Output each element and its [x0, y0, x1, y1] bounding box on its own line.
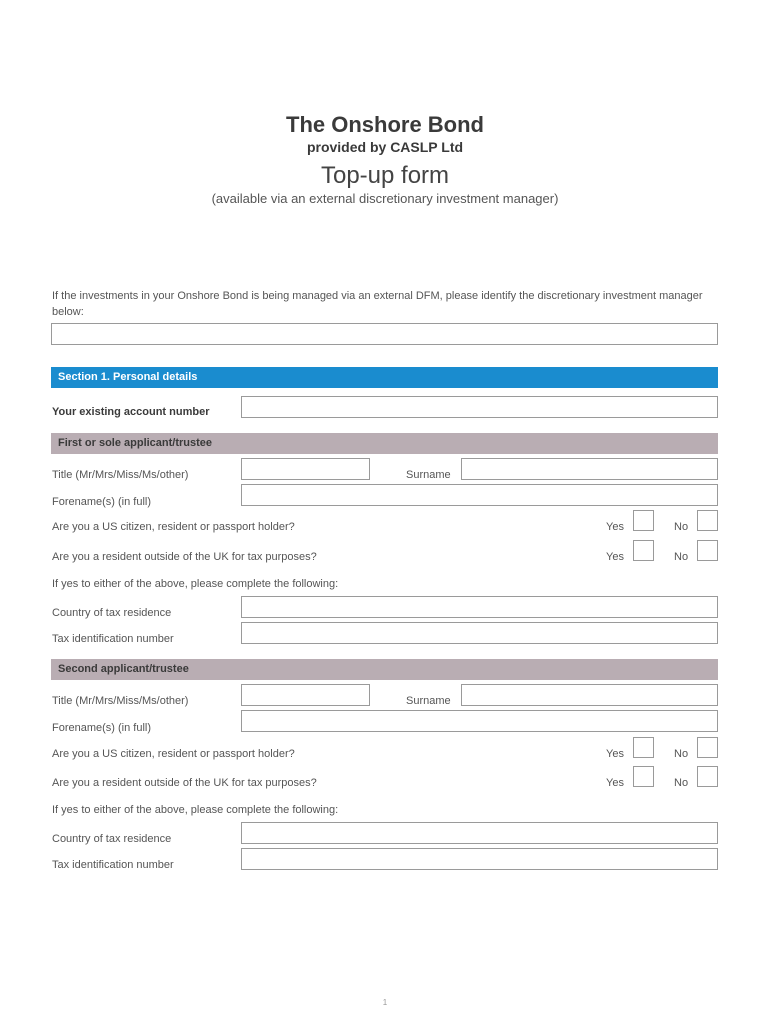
a2-uk-yes-label: Yes	[606, 777, 624, 789]
a1-tin-field[interactable]	[241, 622, 718, 644]
form-subtitle: (available via an external discretionary investment manager)	[211, 191, 559, 206]
a1-uk-no-checkbox[interactable]	[697, 540, 718, 561]
a2-country-field[interactable]	[241, 822, 718, 844]
a1-forenames-label: Forename(s) (in full)	[52, 496, 152, 508]
a2-title-field[interactable]	[241, 684, 370, 706]
a2-title-label: Title (Mr/Mrs/Miss/Ms/other)	[52, 695, 189, 707]
dfm-name-field[interactable]	[51, 323, 718, 345]
a2-tin-label: Tax identification number	[52, 859, 174, 871]
a2-us-no-label: No	[674, 748, 689, 760]
a2-us-yes-checkbox[interactable]	[633, 737, 654, 758]
section-1-heading: Section 1. Personal details	[51, 367, 718, 388]
a1-title-field[interactable]	[241, 458, 370, 480]
a1-us-no-label: No	[674, 521, 689, 533]
a1-us-question: Are you a US citizen, resident or passport holder?	[52, 521, 295, 533]
a1-country-field[interactable]	[241, 596, 718, 618]
a2-us-no-checkbox[interactable]	[697, 737, 718, 758]
a2-uk-question: Are you a resident outside of the UK for tax purposes?	[52, 777, 317, 789]
account-number-field[interactable]	[241, 396, 718, 418]
account-number-label: Your existing account number	[52, 406, 210, 418]
a2-country-label: Country of tax residence	[52, 833, 172, 845]
document-subtitle: provided by CASLP Ltd	[306, 139, 464, 155]
a2-forenames-field[interactable]	[241, 710, 718, 732]
a1-followup-text: If yes to either of the above, please complete the following:	[52, 578, 339, 590]
a2-followup-text: If yes to either of the above, please complete the following:	[52, 804, 339, 816]
first-applicant-heading: First or sole applicant/trustee	[51, 433, 718, 454]
dfm-instructions: If the investments in your Onshore Bond is being managed via an external DFM, please identify the discretionary investment manager below:	[52, 290, 703, 318]
a2-us-yes-label: Yes	[606, 748, 624, 760]
a2-uk-no-label: No	[674, 777, 689, 789]
a1-us-no-checkbox[interactable]	[697, 510, 718, 531]
form-title: Top-up form	[320, 162, 450, 189]
a1-uk-no-label: No	[674, 551, 689, 563]
a2-uk-no-checkbox[interactable]	[697, 766, 718, 787]
a1-us-yes-checkbox[interactable]	[633, 510, 654, 531]
second-applicant-heading: Second applicant/trustee	[51, 659, 718, 680]
a1-country-label: Country of tax residence	[52, 607, 172, 619]
page-number: 1	[382, 998, 388, 1007]
a1-uk-question: Are you a resident outside of the UK for tax purposes?	[52, 551, 317, 563]
a1-uk-yes-label: Yes	[606, 551, 624, 563]
a2-tin-field[interactable]	[241, 848, 718, 870]
a1-uk-yes-checkbox[interactable]	[633, 540, 654, 561]
a1-title-label: Title (Mr/Mrs/Miss/Ms/other)	[52, 469, 189, 481]
a2-uk-yes-checkbox[interactable]	[633, 766, 654, 787]
document-title: The Onshore Bond	[286, 112, 484, 137]
a1-forenames-field[interactable]	[241, 484, 718, 506]
a2-forenames-label: Forename(s) (in full)	[52, 722, 152, 734]
a2-surname-field[interactable]	[461, 684, 718, 706]
a1-surname-field[interactable]	[461, 458, 718, 480]
a1-us-yes-label: Yes	[606, 521, 624, 533]
a2-surname-label: Surname	[406, 695, 451, 707]
a1-tin-label: Tax identification number	[52, 633, 174, 645]
a1-surname-label: Surname	[406, 469, 451, 481]
a2-us-question: Are you a US citizen, resident or passport holder?	[52, 748, 295, 760]
